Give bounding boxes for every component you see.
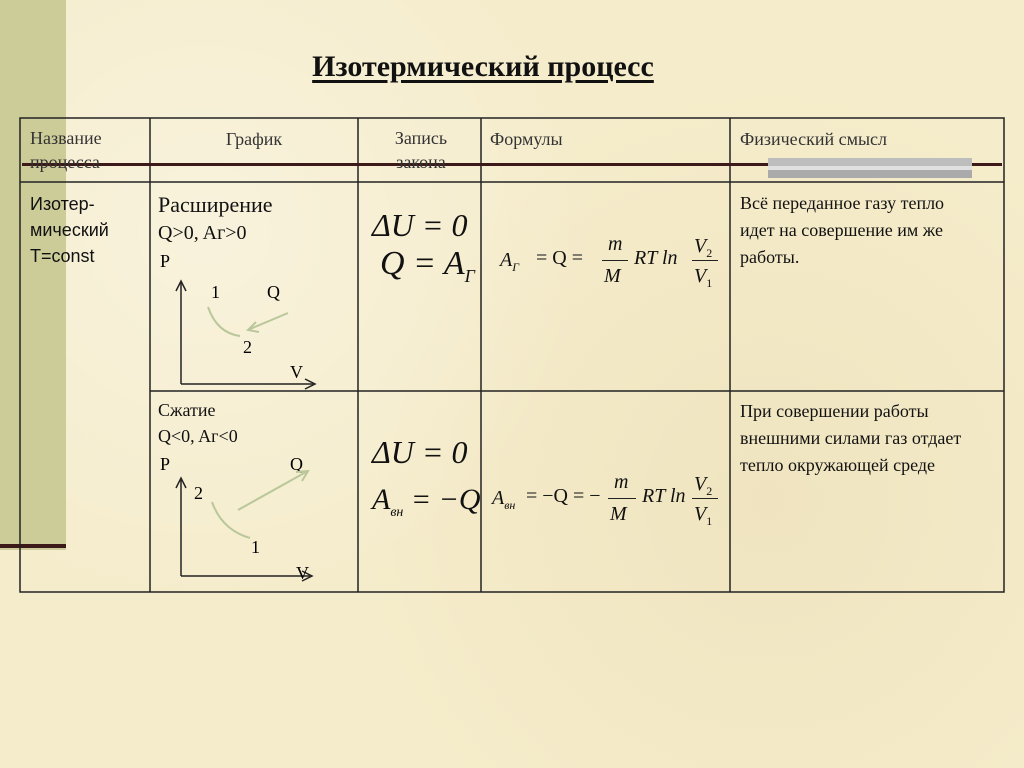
header-name: Название процесса	[30, 128, 102, 172]
process-name-line-2: мический	[30, 220, 109, 240]
expansion-q-label: Q	[267, 282, 280, 302]
process-name	[30, 191, 109, 269]
expansion-condition: Q>0, Aг>0	[158, 222, 247, 244]
compression-heat-arrow	[238, 472, 306, 510]
compression-law-line-2: $A_{вн} = -Q$	[372, 483, 481, 520]
expansion-axis-v: V	[290, 362, 303, 382]
compression-point-1: 1	[251, 537, 260, 557]
expansion-point-2: 2	[243, 337, 252, 357]
expansion-point-1: 1	[211, 282, 220, 302]
expansion-title: Расширение	[158, 192, 273, 217]
expansion-heat-arrow	[250, 313, 288, 329]
expansion-law-line-2: $Q = A_Г$	[380, 245, 475, 286]
process-name-line-1: Изотер-	[30, 194, 95, 214]
compression-title: Сжатие	[158, 400, 216, 420]
expansion-law-sub: Г	[464, 265, 475, 286]
compression-law-line-1: ΔU = 0	[372, 434, 468, 470]
header-graph: График	[225, 129, 283, 149]
expansion-meaning: Всё переданное газу тепло идет на совершение им же работы.	[740, 193, 945, 267]
compression-axis-v: V	[296, 563, 309, 583]
expansion-axis-p: P	[160, 251, 171, 271]
compression-axis-p: P	[160, 454, 171, 474]
expansion-law-line-1: ΔU = 0	[372, 207, 468, 243]
compression-graph	[150, 450, 358, 590]
decorative-grey-bar	[768, 158, 972, 178]
header-formulas: Формулы	[490, 129, 563, 149]
compression-condition: Q<0, Aг<0	[158, 426, 238, 446]
compression-point-2: 2	[194, 483, 203, 503]
expansion-graph	[150, 245, 358, 395]
compression-law-sub: вн	[390, 505, 404, 520]
process-name-line-3: T=const	[30, 246, 95, 266]
compression-meaning: При совершении работы внешними силами газ отдает тепло окружающей среде	[740, 401, 962, 475]
header-meaning: Физический смысл	[740, 129, 888, 149]
expansion-isotherm	[208, 307, 240, 336]
page-title: Изотермический процесс	[312, 50, 654, 83]
compression-q-label: Q	[290, 454, 303, 474]
header-law: Запись закона	[394, 128, 448, 172]
